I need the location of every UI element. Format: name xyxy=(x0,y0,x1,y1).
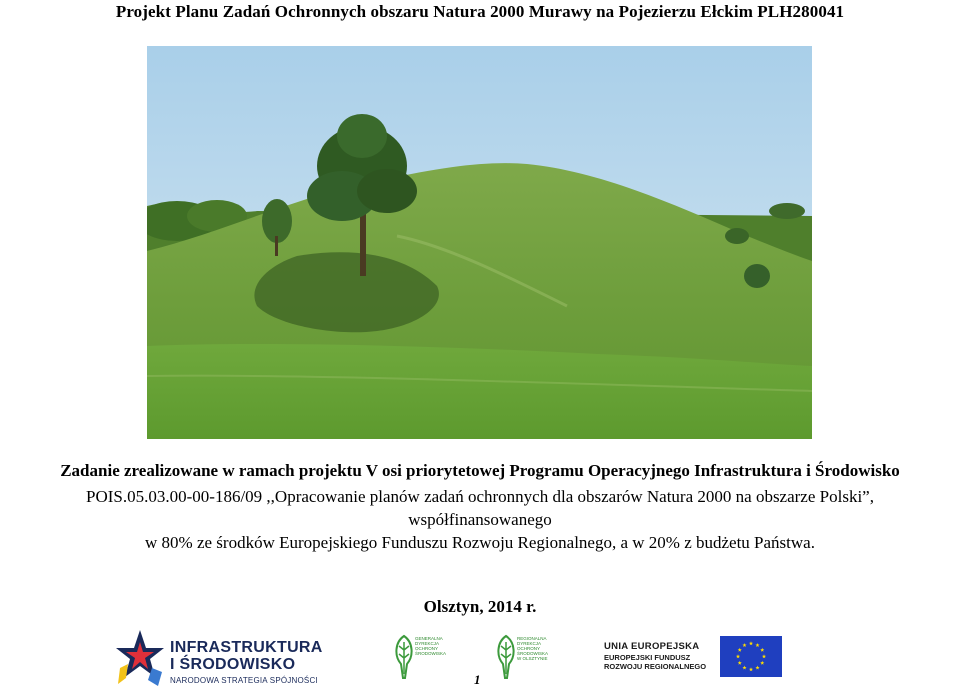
infrastruktura-srodowisko-logo xyxy=(114,628,323,688)
landscape-photo xyxy=(147,46,812,439)
place-date: Olsztyn, 2014 r. xyxy=(423,597,537,616)
is-logo-line-1: INFRASTRUKTURA xyxy=(170,639,323,656)
project-info-line-2: POIS.05.03.00-00-186/09 ,,Opracowanie planów zadań ochronnych dla obszarów Natura 2000 na obszarze Polski”, xyxy=(86,487,874,506)
eu-line-3: ROZWOJU REGIONALNEGO xyxy=(604,662,707,671)
eu-flag-icon xyxy=(720,636,782,677)
is-logo-line-3: NARODOWA STRATEGIA SPÓJNOŚCI xyxy=(170,676,318,685)
rdos-logo-text: REGIONALNA DYREKCJA OCHRONY ŚRODOWISKA W OLSZTYNIE xyxy=(517,636,548,661)
gdos-logo-text: GENERALNA DYREKCJA OCHRONY ŚRODOWISKA xyxy=(415,636,447,656)
project-info-line-4: w 80% ze środków Europejskiego Funduszu Rozwoju Regionalnego, a w 20% z budżetu Państwa. xyxy=(145,533,815,552)
tree-leaf-icon xyxy=(393,634,415,680)
rdos-olsztyn-logo xyxy=(495,634,551,682)
project-info-line-3: współfinansowanego xyxy=(408,510,552,529)
is-logo-line-2: I ŚRODOWISKO xyxy=(170,656,296,673)
eu-line-2: EUROPEJSKI FUNDUSZ xyxy=(604,653,691,662)
eu-line-1: UNIA EUROPEJSKA xyxy=(604,641,700,652)
photo-hill-landscape-icon xyxy=(147,46,812,439)
nss-star-icon xyxy=(114,628,166,688)
document-title: Projekt Planu Zadań Ochronnych obszaru Natura 2000 Murawy na Pojezierzu Ełckim PLH280041 xyxy=(115,2,845,21)
page-number: 1 xyxy=(474,672,481,687)
tree-leaf-icon xyxy=(495,634,517,680)
eu-fund-text xyxy=(604,641,714,671)
gdos-logo xyxy=(393,634,449,682)
project-info-line-1: Zadanie zrealizowane w ramach projektu V osi priorytetowej Programu Operacyjnego Infrastruktura i Środowisko xyxy=(60,461,900,480)
